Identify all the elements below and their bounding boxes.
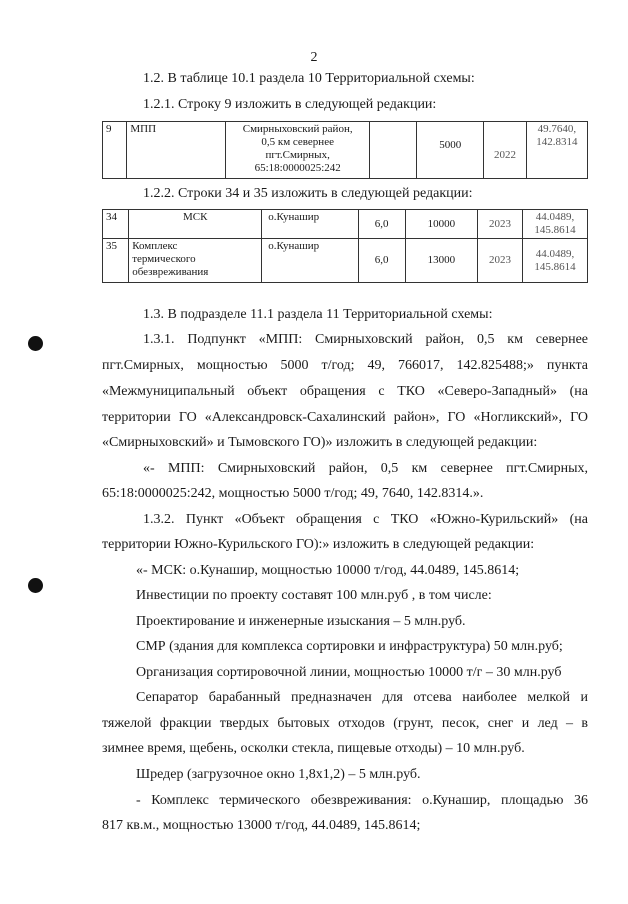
para-1-3-1-line2: пгт.Смирных, мощностью 5000 т/год; 49, 766017, 142.825488;» пункта	[102, 358, 588, 373]
para-complex-line1: - Комплекс термического обезвреживания: о.Кунашир, площадью 36	[136, 793, 588, 808]
table-row: 34 МСК о.Кунашир 6,0 10000 2023 44.0489, 145.8614	[103, 210, 588, 239]
para-separator-line2: тяжелой фракции твердых бытовых отходов (грунт, песок, снег и лед – в	[102, 716, 588, 731]
para-1-3-1-line3: «Межмуниципальный объект обращения с ТКО «Северо-Западный» (на	[102, 384, 588, 399]
para-smr: СМР (здания для комплекса сортировки и инфраструктура) 50 млн.руб;	[136, 639, 563, 654]
cell-location: Смирныховский район, 0,5 км севернее пгт.Смирных, 65:18:0000025:242	[225, 122, 369, 179]
para-msk: «- МСК: о.Кунашир, мощностью 10000 т/год, 44.0489, 145.8614;	[136, 563, 520, 578]
cell-coords: 49.7640, 142.8314	[526, 122, 587, 179]
para-mpp-line1: «- МПП: Смирныховский район, 0,5 км севернее пгт.Смирных,	[143, 461, 588, 476]
para-design: Проектирование и инженерные изыскания – 5 млн.руб.	[136, 614, 466, 629]
para-1-3-2-line1: 1.3.2. Пункт «Объект обращения с ТКО «Южно-Курильский» (на	[143, 512, 588, 527]
cell-empty	[370, 122, 417, 179]
heading-1-2-2: 1.2.2. Строки 34 и 35 изложить в следующей редакции:	[143, 186, 473, 201]
para-separator-line1: Сепаратор барабанный предназначен для отсева наиболее мелкой и	[136, 690, 588, 705]
table-row	[103, 122, 588, 179]
para-1-3-1-line5: «Смирныховский» и Тымовского ГО)» изложить в следующей редакции:	[102, 435, 538, 450]
table-rows-34-35	[102, 209, 588, 283]
para-mpp-line2: 65:18:0000025:242, мощностью 5000 т/год; 49, 7640, 142.8314.».	[102, 486, 484, 501]
table-row: 35 Комплекс термического обезвреживания о.Кунашир 6,0 13000 2023 44.0489, 145.8614	[103, 239, 588, 283]
page-number: 2	[310, 50, 318, 65]
heading-1-2-1: 1.2.1. Строку 9 изложить в следующей редакции:	[143, 97, 437, 112]
table-row-9	[102, 121, 588, 179]
cell-type: МПП	[127, 122, 226, 179]
punch-hole-top	[28, 336, 43, 351]
punch-hole-bottom	[28, 578, 43, 593]
cell-num: 9	[103, 122, 127, 179]
para-1-3-2-line2: территории Южно-Курильского ГО):» изложить в следующей редакции:	[102, 537, 535, 552]
para-shredder: Шредер (загрузочное окно 1,8х1,2) – 5 млн.руб.	[136, 767, 421, 782]
heading-1-2: 1.2. В таблице 10.1 раздела 10 Территориальной схемы:	[143, 71, 475, 86]
para-sorting-line: Организация сортировочной линии, мощностью 10000 т/г – 30 млн.руб	[136, 665, 562, 680]
para-separator-line3: зимнее время, щебень, осколки стекла, пищевые отходы) – 10 млн.руб.	[102, 741, 525, 756]
para-1-3-1-line4: территории ГО «Александровск-Сахалинский район», ГО «Ногликский», ГО	[102, 410, 588, 425]
para-investments: Инвестиции по проекту составят 100 млн.руб , в том числе:	[136, 588, 492, 603]
para-1-3-1-line1: 1.3.1. Подпункт «МПП: Смирныховский район, 0,5 км севернее	[143, 332, 588, 347]
heading-1-3: 1.3. В подразделе 11.1 раздела 11 Территориальной схемы:	[143, 307, 493, 322]
para-complex-line2: 817 кв.м., мощностью 13000 т/год, 44.0489, 145.8614;	[102, 818, 421, 833]
cell-year: 2022	[484, 122, 526, 179]
cell-capacity: 5000	[417, 122, 484, 179]
